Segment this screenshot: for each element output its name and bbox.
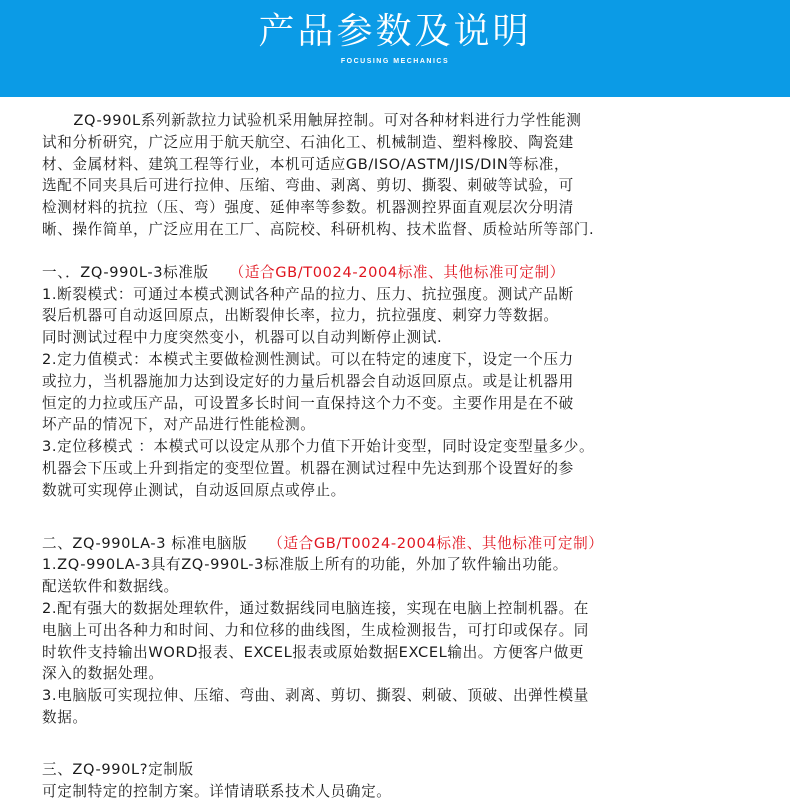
- section-line: 2.定力值模式：本模式主要做检测性测试。可以在特定的速度下，设定一个压力: [42, 350, 574, 368]
- section-line: 2.配有强大的数据处理软件，通过数据线同电脑连接，实现在电脑上控制机器。在: [42, 599, 589, 617]
- section-heading-note: （适合GB/T0024-2004标准、其他标准可定制）: [268, 534, 604, 552]
- intro-line: 检测材料的抗拉（压、弯）强度、延伸率等参数。机器测控界面直观层次分明清: [42, 199, 574, 217]
- section-line: 坏产品的情况下，对产品进行性能检测。: [42, 416, 316, 434]
- section-custom: [42, 759, 760, 802]
- intro-line: ZQ-990L系列新款拉力试验机采用触屏控制。可对各种材料进行力学性能测: [42, 112, 582, 129]
- section-line: 可定制特定的控制方案。详情请联系技术人员确定。: [42, 782, 392, 800]
- intro-line: 试和分析研究，广泛应用于航天航空、石油化工、机械制造、塑料橡胶、陶瓷建: [42, 133, 574, 151]
- section-line: 1.断裂模式：可通过本模式测试各种产品的拉力、压力、抗拉强度。测试产品断: [42, 285, 574, 303]
- product-description: [42, 110, 760, 802]
- section-line: 配送软件和数据线。: [42, 578, 179, 596]
- section-line: 3.电脑版可实现拉伸、压缩、弯曲、剥离、剪切、撕裂、刺破、顶破、出弹性模量: [42, 687, 589, 705]
- section-line: 或拉力，当机器施加力达到设定好的力量后机器会自动返回原点。或是让机器用: [42, 372, 574, 390]
- header-banner: [0, 0, 790, 97]
- section-line: 同时测试过程中力度突然变小，机器可以自动判断停止测试.: [42, 329, 443, 347]
- section-heading-note: （适合GB/T0024-2004标准、其他标准可定制）: [229, 263, 565, 281]
- section-line: 裂后机器可自动返回原点，出断裂伸长率，拉力，抗拉强度、刺穿力等数据。: [42, 307, 559, 325]
- section-computer: [42, 533, 760, 729]
- intro-line: 材、金属材料、建筑工程等行业，本机可适应GB/ISO/ASTM/JIS/DIN等标准，: [42, 155, 570, 173]
- section-line: 3.定位移模式 ：本模式可以设定从那个力值下开始计变型，同时设定变型量多少。: [42, 438, 595, 456]
- section-line: 机器会下压或上升到指定的变型位置。机器在测试过程中先达到那个设置好的参: [42, 459, 574, 477]
- section-heading: [42, 533, 760, 555]
- intro-line: 晰、操作简单，广泛应用在工厂、高院校、科研机构、技术监督、质检站所等部门.: [42, 220, 595, 238]
- section-line: 深入的数据处理。: [42, 665, 164, 683]
- section-line: 电脑上可出各种力和时间、力和位移的曲线图，生成检测报告，可打印或保存。同: [42, 621, 589, 639]
- section-line: 1.ZQ-990LA-3具有ZQ-990L-3标准版上所有的功能，外加了软件输出功能。: [42, 556, 568, 574]
- section-line: 时软件支持输出WORD报表、EXCEL报表或原始数据EXCEL输出。方便客户做更: [42, 643, 585, 661]
- section-heading-text: 一、．ZQ-990L-3标准版: [42, 263, 230, 281]
- section-standard: [42, 262, 760, 502]
- section-line: 数据。: [42, 708, 88, 726]
- intro-paragraph: [42, 110, 760, 241]
- intro-line: 选配不同夹具后可进行拉伸、压缩、弯曲、剥离、剪切、撕裂、刺破等试验，可: [42, 177, 574, 195]
- section-heading: 三、ZQ-990L?定制版: [42, 760, 194, 778]
- section-line: 数就可实现停止测试，自动返回原点或停止。: [42, 481, 346, 499]
- section-heading: [42, 262, 760, 284]
- section-line: 恒定的力拉或压产品，可设置多长时间一直保持这个力不变。主要作用是在不破: [42, 394, 574, 412]
- section-heading-text: 二、ZQ-990LA-3 标准电脑版: [42, 534, 269, 552]
- page-subtitle: FOCUSING MECHANICS: [340, 58, 450, 65]
- page-title: 产品参数及说明: [258, 11, 532, 52]
